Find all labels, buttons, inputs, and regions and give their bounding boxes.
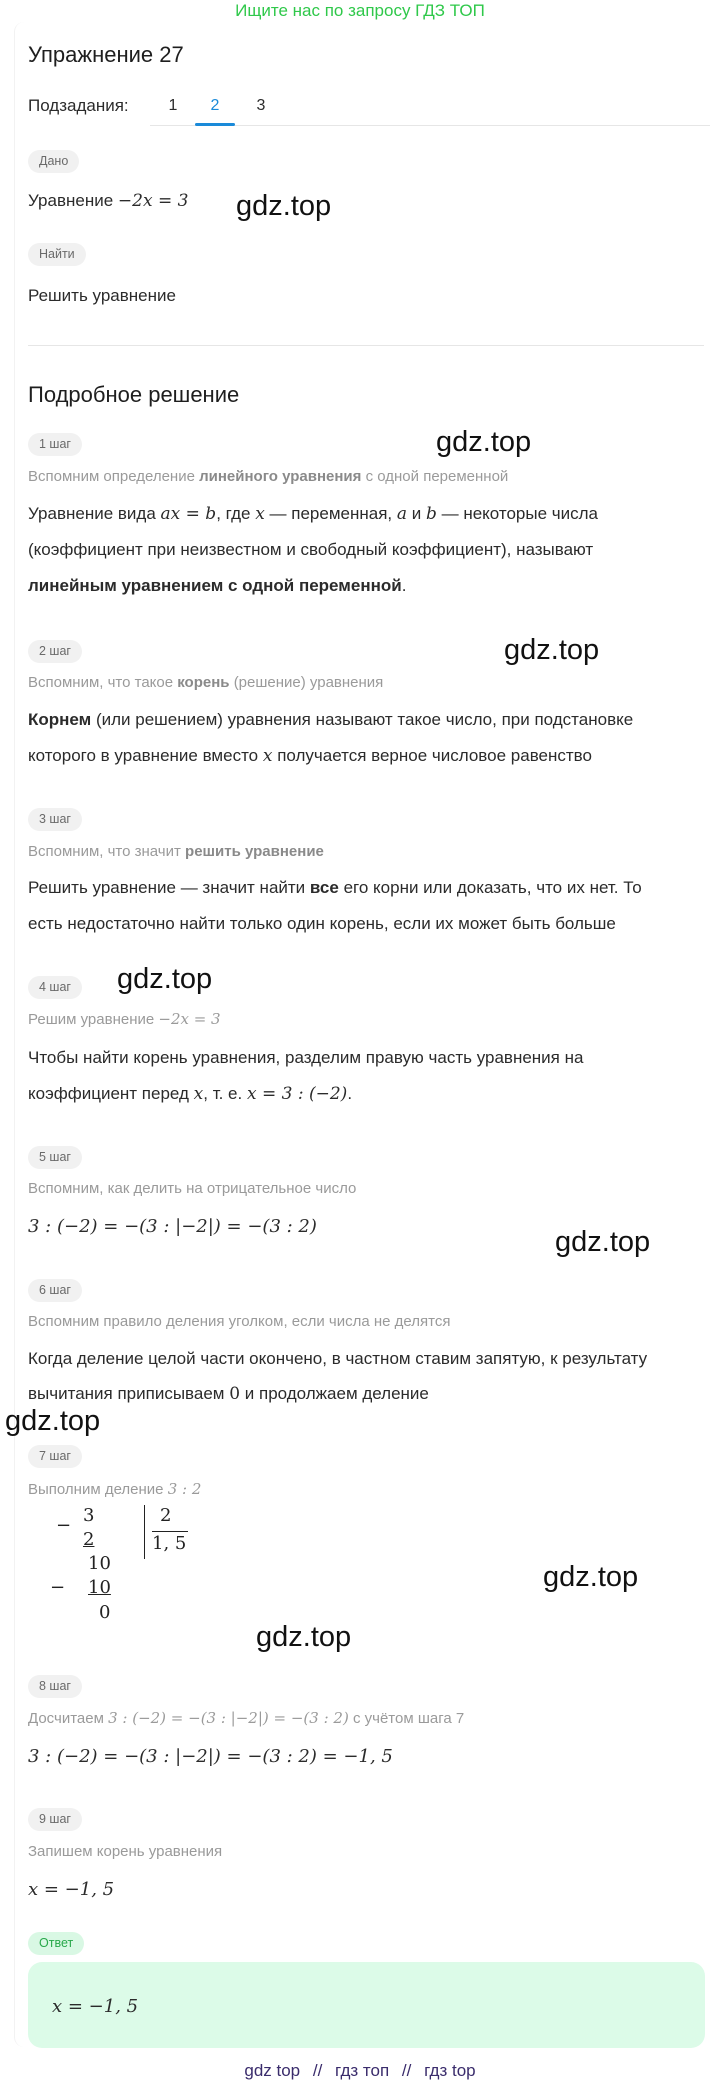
step-5-formula: 3 : (−2) = −(3 : |−2|) = −(3 : 2) (28, 1216, 317, 1237)
tab-subtask-2[interactable]: 2 (210, 97, 220, 114)
division-dividend: 3 (83, 1505, 95, 1526)
subtasks-label: Подзадания: (28, 96, 129, 115)
step-4-hint: Решим уравнение −2x = 3 (28, 1010, 221, 1028)
section-divider (28, 345, 704, 346)
step-1-line-2: (коэффициент при неизвестном и свободный коэффициент), называют (28, 540, 594, 559)
step-5-hint: Вспомним, как делить на отрицательное число (28, 1180, 357, 1197)
step-1-line-3: линейным уравнением с одной переменной. (28, 576, 407, 595)
promo-banner: Ищите нас по запросу ГДЗ ТОП (235, 1, 485, 20)
find-text: Решить уравнение (28, 286, 176, 305)
long-division (28, 1505, 228, 1645)
division-quotient: 1, 5 (152, 1533, 187, 1554)
tab-subtask-1[interactable]: 1 (168, 97, 178, 114)
footer-links (0, 2058, 720, 2084)
division-minus-1: − (56, 1515, 72, 1536)
step-1-line-1: Уравнение вида ax = b, где x — переменная, a и b — некоторые числа (28, 504, 599, 524)
footer-link-gdz-top-mixed[interactable]: гдз top (424, 2061, 476, 2080)
answer-badge: Ответ (28, 1932, 84, 1955)
division-divisor: 2 (160, 1505, 172, 1526)
given-text (28, 183, 188, 219)
division-vertical-bar (144, 1505, 145, 1559)
step-6-line-2: вычитания приписываем 0 и продолжаем деление (28, 1384, 429, 1404)
watermark-4: gdz.top (117, 963, 213, 995)
watermark-7: gdz.top (543, 1561, 639, 1593)
answer-formula: x = −1, 5 (52, 1996, 139, 2017)
watermark-1: gdz.top (236, 190, 332, 222)
given-badge: Дано (28, 150, 79, 173)
step-9-hint: Запишем корень уравнения (28, 1843, 223, 1860)
step-2-badge: 2 шаг (28, 640, 82, 663)
step-3-badge: 3 шаг (28, 808, 82, 831)
step-5-badge: 5 шаг (28, 1146, 82, 1169)
step-3-line-1: Решить уравнение — значит найти все его корни или доказать, что их нет. То (28, 878, 642, 897)
step-3-hint: Вспомним, что значит решить уравнение (28, 843, 324, 860)
division-remainder-2: 0 (99, 1602, 111, 1623)
watermark-5: gdz.top (555, 1226, 651, 1258)
step-1-badge: 1 шаг (28, 433, 82, 456)
given-label: Уравнение (28, 191, 114, 210)
step-2-hint: Вспомним, что такое корень (решение) уравнения (28, 674, 384, 691)
step-6-badge: 6 шаг (28, 1279, 82, 1302)
step-9-badge: 9 шаг (28, 1808, 82, 1831)
solution-title: Подробное решение (28, 382, 240, 407)
division-subtrahend-1: 2 (83, 1529, 95, 1550)
step-6-hint: Вспомним правило деления уголком, если числа не делятся (28, 1313, 451, 1330)
footer-link-gdz-top[interactable]: gdz top (244, 2061, 301, 2080)
step-7-hint: Выполним деление 3 : 2 (28, 1480, 202, 1498)
find-badge: Найти (28, 243, 86, 266)
step-1-hint: Вспомним определение линейного уравнения с одной переменной (28, 468, 509, 485)
step-9-formula: x = −1, 5 (28, 1879, 115, 1900)
step-2-line-1: Корнем (или решением) уравнения называют такое число, при подстановке (28, 710, 634, 729)
footer-separator-1: // (312, 2061, 323, 2080)
tab-subtask-3[interactable]: 3 (256, 97, 266, 114)
division-remainder-1: 10 (88, 1553, 111, 1574)
division-horizontal-bar (152, 1531, 188, 1532)
step-3-line-2: есть недостаточно найти только один корень, если их может быть больше (28, 914, 616, 933)
watermark-3: gdz.top (504, 634, 600, 666)
step-2-line-2: которого в уравнение вместо x получается верное числовое равенство (28, 746, 592, 766)
step-8-hint: Досчитаем 3 : (−2) = −(3 : |−2|) = −(3 : 2) с учётом шага 7 (28, 1709, 465, 1727)
step-8-badge: 8 шаг (28, 1675, 82, 1698)
exercise-title: Упражнение 27 (28, 42, 184, 67)
watermark-6: gdz.top (5, 1405, 101, 1437)
active-tab-indicator (195, 123, 235, 126)
step-4-badge: 4 шаг (28, 976, 82, 999)
footer-link-gdz-top-ru[interactable]: гдз топ (335, 2061, 390, 2080)
watermark-2: gdz.top (436, 426, 532, 458)
division-subtrahend-2: 10 (88, 1577, 111, 1598)
watermark-8: gdz.top (256, 1621, 352, 1653)
step-4-line-2: коэффициент перед x, т. е. x = 3 : (−2). (28, 1084, 353, 1104)
step-6-line-1: Когда деление целой части окончено, в частном ставим запятую, к результату (28, 1349, 648, 1368)
step-4-line-1: Чтобы найти корень уравнения, разделим правую часть уравнения на (28, 1048, 584, 1067)
division-minus-2: − (50, 1577, 66, 1598)
step-7-badge: 7 шаг (28, 1445, 82, 1468)
given-equation: −2x = 3 (117, 191, 189, 211)
footer-separator-2: // (401, 2061, 412, 2080)
step-8-formula: 3 : (−2) = −(3 : |−2|) = −(3 : 2) = −1, 5 (28, 1746, 393, 1767)
